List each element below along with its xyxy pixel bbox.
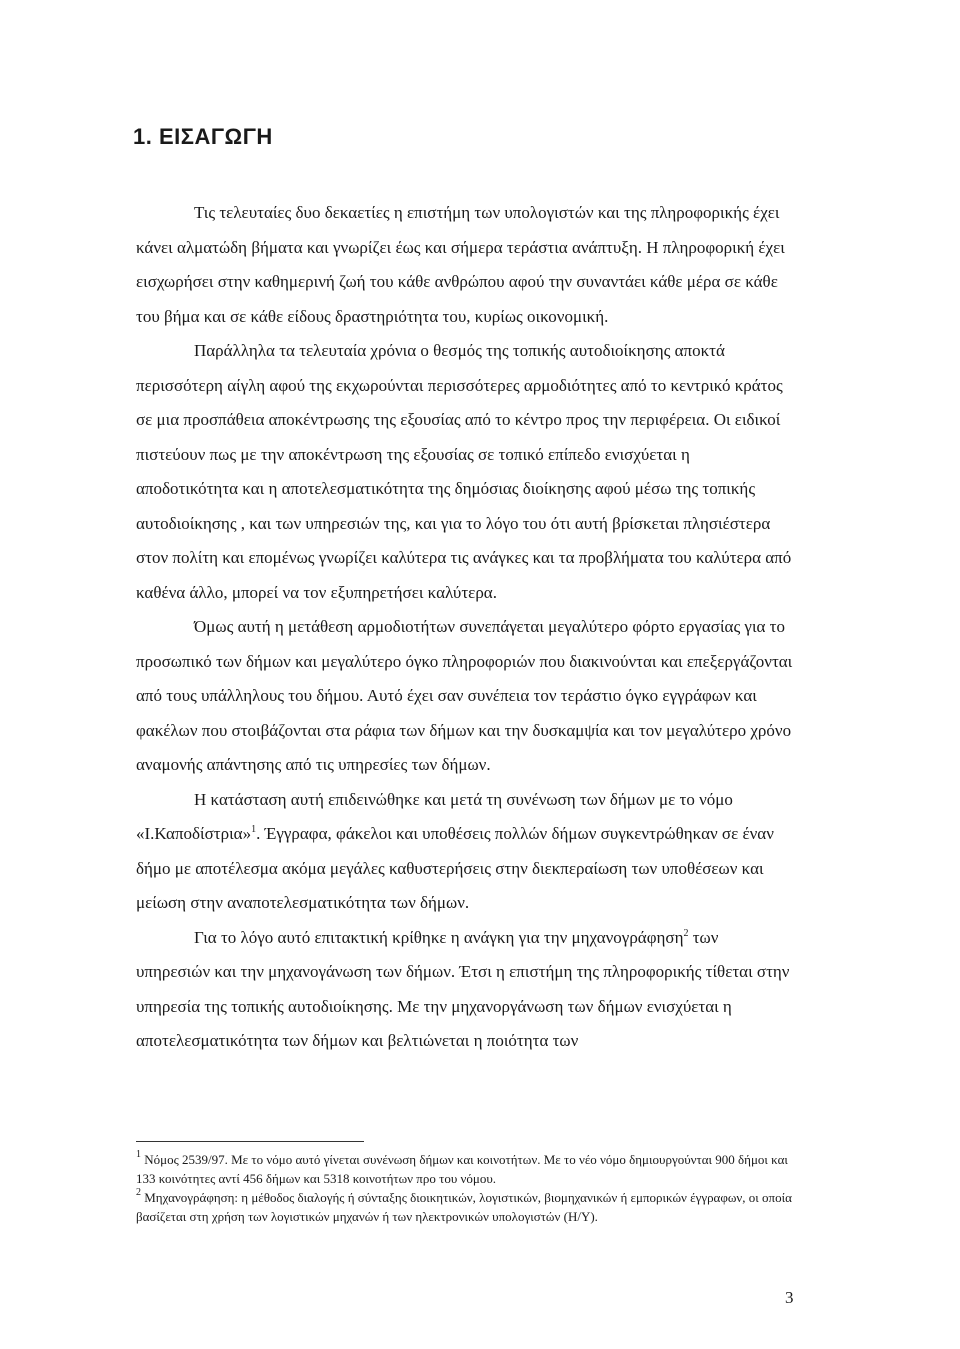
footnote-1-text: Νόμος 2539/97. Με το νόμο αυτό γίνεται συνένωση δήμων και κοινοτήτων. Με το νέο νόμο δημιουργούνται 900 δήμοι και 133 κοινότητες αντί 456 δήμων και 5318 κοινοτήτων προ του νόμου. (136, 1152, 788, 1186)
footnote-2-text: Μηχανογράφηση: η μέθοδος διαλογής ή σύνταξης διοικητικών, λογιστικών, βιομηχανικών ή εμπορικών έγγραφων, οι οποία βασίζεται στη χρήση των λογιστικών μηχανών ή των ηλεκτρονικών υπολογιστών (Η/Υ). (136, 1190, 792, 1224)
paragraph-1: Τις τελευταίες δυο δεκαετίες η επιστήμη των υπολογιστών και της πληροφορικής έχει κάνει αλματώδη βήματα και γνωρίζει έως και σήμερα τεράστια ανάπτυξη. Η πληροφορική έχει εισχωρήσει στην καθημερινή ζωή του κάθε ανθρώπου αφού την συναντάει κάθε μέρα σε κάθε του βήμα και σε κάθε είδους δραστηριότητα του, κυρίως οικονομική. (136, 203, 785, 326)
paragraph-4-text-b: . Έγγραφα, φάκελοι και υποθέσεις πολλών δήμων συγκεντρώθηκαν σε έναν δήμο με αποτέλεσμα ακόμα μεγάλες καθυστερήσεις στην διεκπεραίωση των υποθέσεων και μείωση στην αναποτελεσματικότητα των δήμων. (136, 824, 774, 912)
section-heading: 1. ΕΙΣΑΓΩΓΗ (133, 124, 273, 149)
footnote-ref-1: 1 (251, 824, 257, 835)
page-number: 3 (785, 1288, 794, 1307)
footnote-separator (136, 1141, 364, 1142)
footnote-1-mark: 1 (136, 1149, 141, 1160)
body-text (136, 196, 796, 1059)
paragraph-5-text-b: των υπηρεσιών και την μηχανογάνωση των δήμων. Έτσι η επιστήμη της πληροφορικής τίθεται στην υπηρεσία της τοπικής αυτοδιοίκησης. Με την μηχανοργάνωση των δήμων ενισχύεται η αποτελεσματικότητα των δήμων και βελτιώνεται η ποιότητα των (136, 927, 790, 1050)
footnote-1 (136, 1150, 796, 1188)
paragraph-4 (136, 783, 796, 921)
footnotes (136, 1150, 796, 1226)
paragraph-5 (136, 921, 796, 1059)
footnote-2 (136, 1188, 796, 1226)
paragraph-3: Όμως αυτή η μετάθεση αρμοδιοτήτων συνεπάγεται μεγαλύτερο φόρτο εργασίας για το προσωπικό των δήμων και μεγαλύτερο όγκο πληροφοριών που διακινούνται και επεξεργάζονται από τους υπάλληλους του δήμου. Αυτό έχει σαν συνέπεια τον τεράστιο όγκο εγγράφων και φακέλων που στοιβάζονται στα ράφια των δήμων και την δυσκαμψία και τον μεγαλύτερο χρόνο αναμονής απάντησης από τις υπηρεσίες των δήμων. (136, 617, 793, 774)
paragraph-4-text-a: Η κατάσταση αυτή επιδεινώθηκε και μετά τη συνένωση των δήμων με το νόμο «Ι.Καποδίστρια» (136, 789, 733, 843)
footnote-ref-2: 2 (683, 927, 689, 939)
paragraph-5-text-a: Για το λόγο αυτό επιτακτική κρίθηκε η ανάγκη για την μηχανογράφηση (194, 927, 684, 947)
paragraph-2: Παράλληλα τα τελευταία χρόνια ο θεσμός της τοπικής αυτοδιοίκησης αποκτά περισσότερη αίγλη αφού της εκχωρούνται περισσότερες αρμοδιότητες από το κεντρικό κράτος σε μια προσπάθεια αποκέντρωσης της εξουσίας από το κέντρο προς την περιφέρεια. Οι ειδικοί πιστεύουν πως με την αποκέντρωση της εξουσίας σε τοπικό επίπεδο ενισχύεται η αποδοτικότητα και η αποτελεσματικότητα της δημόσιας διοίκησης αφού μέσω της τοπικής αυτοδιοίκησης , και των υπηρεσιών της, και για το λόγο του ότι αυτή βρίσκεται πλησιέστερα στον πολίτη και επομένως γνωρίζει καλύτερα τις ανάγκες και τα προβλήματα του καλύτερα από καθένα άλλο, μπορεί να τον εξυπηρετήσει καλύτερα. (136, 341, 792, 602)
footnote-2-mark: 2 (136, 1187, 141, 1198)
